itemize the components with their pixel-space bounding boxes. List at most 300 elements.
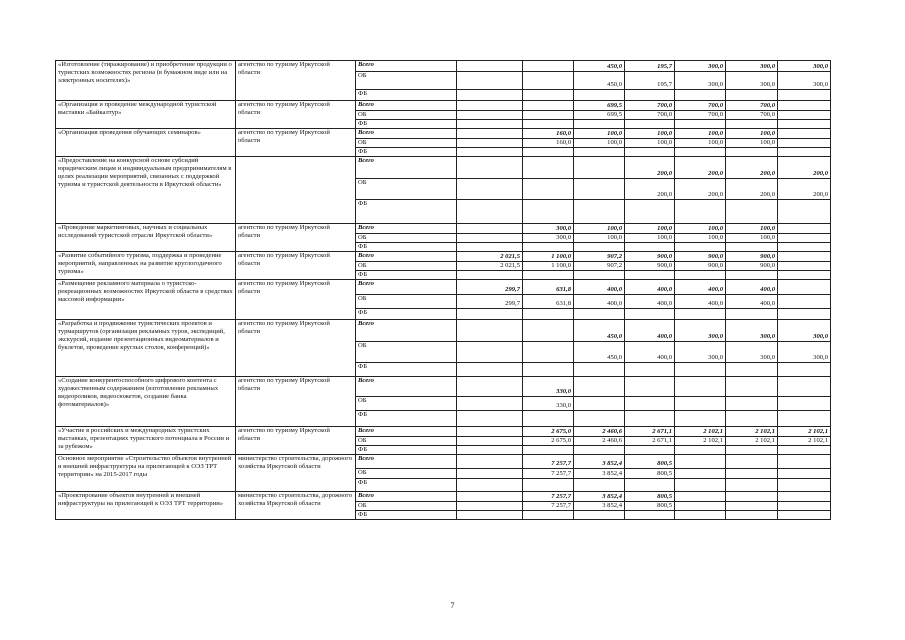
amount-cell xyxy=(523,111,574,120)
amount-cell: 3 852,4 xyxy=(574,502,625,511)
table-row xyxy=(56,224,831,234)
amount-cell xyxy=(457,446,523,455)
activity-name: «Предоставление на конкурсной основе субсидий юридическим лицам и индивидуальным предпринимателям в целях реализации мероприятий, связанных с поддержкой туризма и туристской деятельности в Иркутской области» xyxy=(56,157,236,224)
executor-name: агентство по туризму Иркутской области xyxy=(236,101,356,129)
funding-source-federal-budget: ФБ xyxy=(356,90,457,101)
funding-source-federal-budget: ФБ xyxy=(356,148,457,157)
amount-cell: 200,0 xyxy=(625,157,675,179)
funding-source-regional-budget: ОБ xyxy=(356,502,457,511)
amount-cell: 400,0 xyxy=(625,342,675,363)
amount-cell xyxy=(778,139,831,148)
table-row xyxy=(56,129,831,139)
amount-cell: 2 460,6 xyxy=(574,437,625,446)
funding-source-total: Всего xyxy=(356,224,457,234)
amount-cell xyxy=(675,455,726,469)
funding-source-total: Всего xyxy=(356,427,457,437)
amount-cell: 450,0 xyxy=(574,342,625,363)
amount-cell: 300,0 xyxy=(778,61,831,72)
amount-cell: 100,0 xyxy=(574,224,625,234)
amount-cell xyxy=(778,502,831,511)
executor-name: агентство по туризму Иркутской области xyxy=(236,224,356,252)
amount-cell xyxy=(726,309,778,320)
amount-cell: 100,0 xyxy=(625,139,675,148)
amount-cell: 450,0 xyxy=(574,320,625,342)
amount-cell: 160,0 xyxy=(523,129,574,139)
amount-cell: 200,0 xyxy=(726,179,778,200)
amount-cell: 700,0 xyxy=(726,111,778,120)
amount-cell: 2 671,1 xyxy=(625,437,675,446)
funding-source-regional-budget: ОБ xyxy=(356,72,457,90)
amount-cell: 2 102,1 xyxy=(675,427,726,437)
amount-cell xyxy=(675,309,726,320)
amount-cell xyxy=(675,243,726,252)
funding-source-regional-budget: ОБ xyxy=(356,295,457,309)
amount-cell: 100,0 xyxy=(726,224,778,234)
amount-cell xyxy=(523,179,574,200)
amount-cell xyxy=(523,363,574,377)
amount-cell: 699,5 xyxy=(574,101,625,111)
amount-cell: 907,2 xyxy=(574,262,625,271)
amount-cell: 2 671,1 xyxy=(625,427,675,437)
amount-cell: 2 102,1 xyxy=(778,427,831,437)
funding-source-total: Всего xyxy=(356,252,457,262)
amount-cell xyxy=(523,271,574,280)
amount-cell: 900,0 xyxy=(726,252,778,262)
funding-source-federal-budget: ФБ xyxy=(356,120,457,129)
amount-cell xyxy=(457,200,523,224)
amount-cell: 2 021,5 xyxy=(457,262,523,271)
amount-cell: 195,7 xyxy=(625,61,675,72)
amount-cell xyxy=(625,200,675,224)
amount-cell: 700,0 xyxy=(625,101,675,111)
activity-name: «Организация и проведение международной туристской выставки «Байкалтур» xyxy=(56,101,236,129)
amount-cell xyxy=(675,479,726,492)
amount-cell: 900,0 xyxy=(625,262,675,271)
amount-cell xyxy=(457,492,523,502)
amount-cell: 700,0 xyxy=(675,111,726,120)
funding-source-federal-budget: ФБ xyxy=(356,363,457,377)
activity-name: «Изготовление (тиражирование) и приобретение продукции о туристских возможностях региона (в бумажном виде или на электронных носителях)» xyxy=(56,61,236,101)
amount-cell xyxy=(778,262,831,271)
amount-cell xyxy=(523,61,574,72)
amount-cell: 631,8 xyxy=(523,295,574,309)
amount-cell xyxy=(457,179,523,200)
amount-cell xyxy=(778,243,831,252)
amount-cell: 330,0 xyxy=(523,397,574,411)
activity-name: «Создание конкурентоспособного цифрового контента с художественным содержанием (изготовление рекламных видеороликов, видеосюжетов, создание банка фотоматериалов)» xyxy=(56,377,236,427)
amount-cell xyxy=(457,363,523,377)
amount-cell xyxy=(457,139,523,148)
amount-cell xyxy=(625,446,675,455)
amount-cell xyxy=(457,243,523,252)
amount-cell: 200,0 xyxy=(778,157,831,179)
amount-cell xyxy=(457,427,523,437)
amount-cell: 200,0 xyxy=(778,179,831,200)
amount-cell xyxy=(726,397,778,411)
amount-cell: 3 852,4 xyxy=(574,492,625,502)
amount-cell: 800,5 xyxy=(625,492,675,502)
amount-cell xyxy=(574,479,625,492)
amount-cell: 100,0 xyxy=(726,129,778,139)
amount-cell xyxy=(574,200,625,224)
amount-cell xyxy=(778,129,831,139)
amount-cell xyxy=(523,511,574,520)
funding-source-regional-budget: ОБ xyxy=(356,111,457,120)
amount-cell xyxy=(778,446,831,455)
amount-cell: 800,5 xyxy=(625,455,675,469)
amount-cell xyxy=(457,377,523,397)
amount-cell: 2 102,1 xyxy=(675,437,726,446)
amount-cell xyxy=(726,469,778,479)
amount-cell xyxy=(523,479,574,492)
amount-cell: 100,0 xyxy=(625,129,675,139)
funding-source-total: Всего xyxy=(356,492,457,502)
executor-name: агентство по туризму Иркутской области xyxy=(236,129,356,157)
amount-cell xyxy=(457,397,523,411)
amount-cell: 100,0 xyxy=(675,129,726,139)
amount-cell xyxy=(457,271,523,280)
amount-cell: 300,0 xyxy=(675,72,726,90)
amount-cell xyxy=(778,397,831,411)
amount-cell xyxy=(778,411,831,427)
amount-cell: 400,0 xyxy=(625,280,675,295)
funding-source-regional-budget: ОБ xyxy=(356,179,457,200)
amount-cell xyxy=(523,309,574,320)
amount-cell xyxy=(457,224,523,234)
amount-cell xyxy=(778,280,831,295)
amount-cell xyxy=(574,377,625,397)
activity-name: «Проектирование объектов внутренней и внешней инфраструктуры на прилегающей к ОЭЗ ТРТ территории» xyxy=(56,492,236,520)
amount-cell xyxy=(457,309,523,320)
amount-cell xyxy=(726,271,778,280)
executor-name: министерство строительства, дорожного хозяйства Иркутской области xyxy=(236,455,356,492)
amount-cell xyxy=(726,511,778,520)
amount-cell: 299,7 xyxy=(457,295,523,309)
amount-cell xyxy=(625,377,675,397)
funding-source-federal-budget: ФБ xyxy=(356,411,457,427)
amount-cell xyxy=(778,200,831,224)
amount-cell: 300,0 xyxy=(726,342,778,363)
amount-cell xyxy=(625,363,675,377)
amount-cell xyxy=(523,200,574,224)
amount-cell: 200,0 xyxy=(675,179,726,200)
amount-cell: 300,0 xyxy=(726,72,778,90)
activity-name: «Проведение маркетинговых, научных и социальных исследований туристской отрасли Иркутской области» xyxy=(56,224,236,252)
amount-cell xyxy=(457,320,523,342)
funding-source-federal-budget: ФБ xyxy=(356,200,457,224)
amount-cell: 200,0 xyxy=(675,157,726,179)
amount-cell xyxy=(523,243,574,252)
executor-name: агентство по туризму Иркутской области xyxy=(236,320,356,377)
amount-cell xyxy=(675,502,726,511)
amount-cell: 800,5 xyxy=(625,502,675,511)
amount-cell: 300,0 xyxy=(523,224,574,234)
amount-cell xyxy=(523,72,574,90)
amount-cell: 699,5 xyxy=(574,111,625,120)
amount-cell xyxy=(625,479,675,492)
amount-cell: 450,0 xyxy=(574,61,625,72)
amount-cell xyxy=(778,377,831,397)
amount-cell xyxy=(457,342,523,363)
funding-source-total: Всего xyxy=(356,101,457,111)
amount-cell xyxy=(574,397,625,411)
table-row xyxy=(56,427,831,437)
amount-cell xyxy=(778,295,831,309)
funding-source-federal-budget: ФБ xyxy=(356,446,457,455)
amount-cell: 450,0 xyxy=(574,72,625,90)
amount-cell xyxy=(778,148,831,157)
amount-cell: 2 102,1 xyxy=(726,427,778,437)
amount-cell xyxy=(726,148,778,157)
amount-cell xyxy=(574,271,625,280)
amount-cell xyxy=(457,502,523,511)
page-number: 7 xyxy=(450,601,455,610)
executor-name: агентство по туризму Иркутской области xyxy=(236,280,356,320)
amount-cell xyxy=(574,309,625,320)
amount-cell xyxy=(523,342,574,363)
amount-cell xyxy=(574,243,625,252)
table-row xyxy=(56,455,831,469)
amount-cell xyxy=(778,492,831,502)
executor-name: агентство по туризму Иркутской области xyxy=(236,61,356,101)
amount-cell xyxy=(726,363,778,377)
amount-cell: 7 257,7 xyxy=(523,455,574,469)
amount-cell xyxy=(675,120,726,129)
activity-name: «Организация проведения обучающих семинаров» xyxy=(56,129,236,157)
amount-cell xyxy=(778,224,831,234)
amount-cell xyxy=(675,271,726,280)
amount-cell: 1 100,0 xyxy=(523,262,574,271)
amount-cell: 631,8 xyxy=(523,280,574,295)
amount-cell xyxy=(574,120,625,129)
table-row xyxy=(56,61,831,72)
amount-cell xyxy=(457,437,523,446)
amount-cell xyxy=(574,446,625,455)
amount-cell xyxy=(457,455,523,469)
amount-cell xyxy=(457,90,523,101)
amount-cell xyxy=(457,234,523,243)
activity-name: «Разработка и продвижение туристических проектов и турмаршрутов (организация рекламных туров, экспедиций, экскурсий, издание презентационных видеоматериалов и буклетов, проведение круглых столов, конференций)» xyxy=(56,320,236,377)
amount-cell: 700,0 xyxy=(675,101,726,111)
amount-cell xyxy=(523,90,574,101)
amount-cell xyxy=(457,101,523,111)
amount-cell xyxy=(625,397,675,411)
amount-cell: 2 460,6 xyxy=(574,427,625,437)
amount-cell xyxy=(726,479,778,492)
budget-table xyxy=(55,60,831,520)
amount-cell: 299,7 xyxy=(457,280,523,295)
funding-source-regional-budget: ОБ xyxy=(356,437,457,446)
amount-cell xyxy=(574,179,625,200)
amount-cell: 400,0 xyxy=(625,320,675,342)
funding-source-total: Всего xyxy=(356,61,457,72)
amount-cell xyxy=(457,72,523,90)
amount-cell xyxy=(778,363,831,377)
amount-cell: 300,0 xyxy=(523,234,574,243)
amount-cell xyxy=(457,120,523,129)
amount-cell xyxy=(778,101,831,111)
amount-cell: 100,0 xyxy=(574,234,625,243)
amount-cell xyxy=(726,502,778,511)
amount-cell xyxy=(457,479,523,492)
funding-source-total: Всего xyxy=(356,377,457,397)
amount-cell xyxy=(457,148,523,157)
amount-cell: 100,0 xyxy=(675,139,726,148)
amount-cell xyxy=(778,90,831,101)
amount-cell xyxy=(523,148,574,157)
amount-cell xyxy=(675,363,726,377)
amount-cell: 3 852,4 xyxy=(574,455,625,469)
amount-cell: 400,0 xyxy=(726,295,778,309)
funding-source-federal-budget: ФБ xyxy=(356,243,457,252)
funding-source-total: Всего xyxy=(356,280,457,295)
amount-cell: 400,0 xyxy=(574,295,625,309)
amount-cell: 300,0 xyxy=(675,61,726,72)
amount-cell xyxy=(726,411,778,427)
amount-cell: 400,0 xyxy=(625,295,675,309)
amount-cell: 900,0 xyxy=(625,252,675,262)
amount-cell: 100,0 xyxy=(625,234,675,243)
amount-cell: 900,0 xyxy=(726,262,778,271)
amount-cell xyxy=(625,120,675,129)
amount-cell: 200,0 xyxy=(726,157,778,179)
amount-cell xyxy=(675,200,726,224)
amount-cell xyxy=(675,492,726,502)
funding-source-regional-budget: ОБ xyxy=(356,342,457,363)
amount-cell xyxy=(726,200,778,224)
amount-cell: 100,0 xyxy=(726,139,778,148)
amount-cell: 7 257,7 xyxy=(523,492,574,502)
amount-cell xyxy=(625,148,675,157)
amount-cell: 900,0 xyxy=(675,262,726,271)
amount-cell: 2 675,0 xyxy=(523,427,574,437)
amount-cell: 160,0 xyxy=(523,139,574,148)
amount-cell xyxy=(625,90,675,101)
amount-cell xyxy=(778,309,831,320)
amount-cell xyxy=(675,397,726,411)
amount-cell xyxy=(778,120,831,129)
amount-cell: 200,0 xyxy=(625,179,675,200)
amount-cell: 100,0 xyxy=(675,224,726,234)
funding-source-total: Всего xyxy=(356,320,457,342)
amount-cell: 7 257,7 xyxy=(523,502,574,511)
table-row xyxy=(56,492,831,502)
funding-source-regional-budget: ОБ xyxy=(356,397,457,411)
amount-cell: 1 100,0 xyxy=(523,252,574,262)
table-row xyxy=(56,252,831,262)
amount-cell: 100,0 xyxy=(726,234,778,243)
amount-cell xyxy=(574,411,625,427)
amount-cell: 100,0 xyxy=(574,139,625,148)
table-row xyxy=(56,157,831,179)
amount-cell xyxy=(523,320,574,342)
activity-name: Основное мероприятие «Строительство объектов внутренней и внешней инфраструктуры на прилегающей к ОЭЗ ТРТ территории» на 2015-2017 годы xyxy=(56,455,236,492)
amount-cell xyxy=(574,363,625,377)
amount-cell xyxy=(675,446,726,455)
funding-source-regional-budget: ОБ xyxy=(356,469,457,479)
funding-source-total: Всего xyxy=(356,157,457,179)
funding-source-federal-budget: ФБ xyxy=(356,479,457,492)
amount-cell: 2 021,5 xyxy=(457,252,523,262)
amount-cell: 300,0 xyxy=(675,320,726,342)
amount-cell xyxy=(675,90,726,101)
amount-cell: 300,0 xyxy=(778,342,831,363)
amount-cell xyxy=(778,271,831,280)
amount-cell: 800,5 xyxy=(625,469,675,479)
amount-cell xyxy=(675,411,726,427)
amount-cell: 300,0 xyxy=(726,61,778,72)
executor-name xyxy=(236,157,356,224)
amount-cell xyxy=(625,271,675,280)
amount-cell xyxy=(523,101,574,111)
amount-cell xyxy=(778,111,831,120)
amount-cell xyxy=(574,90,625,101)
amount-cell: 700,0 xyxy=(625,111,675,120)
amount-cell xyxy=(523,411,574,427)
amount-cell: 100,0 xyxy=(625,224,675,234)
amount-cell xyxy=(778,252,831,262)
amount-cell xyxy=(726,90,778,101)
funding-source-regional-budget: ОБ xyxy=(356,262,457,271)
amount-cell xyxy=(457,61,523,72)
amount-cell: 2 102,1 xyxy=(778,437,831,446)
amount-cell xyxy=(778,455,831,469)
amount-cell xyxy=(778,511,831,520)
funding-source-total: Всего xyxy=(356,455,457,469)
funding-source-federal-budget: ФБ xyxy=(356,309,457,320)
amount-cell xyxy=(625,243,675,252)
amount-cell xyxy=(625,511,675,520)
amount-cell: 400,0 xyxy=(675,280,726,295)
amount-cell xyxy=(523,157,574,179)
table-row xyxy=(56,377,831,397)
funding-source-total: Всего xyxy=(356,129,457,139)
amount-cell xyxy=(675,511,726,520)
funding-source-federal-budget: ФБ xyxy=(356,511,457,520)
amount-cell: 330,0 xyxy=(523,377,574,397)
amount-cell xyxy=(457,469,523,479)
amount-cell xyxy=(457,511,523,520)
amount-cell xyxy=(457,111,523,120)
amount-cell xyxy=(523,120,574,129)
funding-source-federal-budget: ФБ xyxy=(356,271,457,280)
amount-cell xyxy=(726,446,778,455)
amount-cell xyxy=(726,492,778,502)
amount-cell xyxy=(726,243,778,252)
table-row xyxy=(56,280,831,295)
amount-cell xyxy=(726,120,778,129)
activity-name: «Участие в российских и международных туристских выставках, презентациях туристского потенциала в России и за рубежом» xyxy=(56,427,236,455)
amount-cell: 400,0 xyxy=(675,295,726,309)
table-row xyxy=(56,101,831,111)
funding-source-regional-budget: ОБ xyxy=(356,139,457,148)
amount-cell xyxy=(778,234,831,243)
amount-cell xyxy=(675,148,726,157)
amount-cell xyxy=(675,377,726,397)
amount-cell xyxy=(457,129,523,139)
amount-cell: 300,0 xyxy=(726,320,778,342)
amount-cell xyxy=(625,411,675,427)
amount-cell: 195,7 xyxy=(625,72,675,90)
amount-cell: 700,0 xyxy=(726,101,778,111)
executor-name: агентство по туризму Иркутской области xyxy=(236,252,356,280)
amount-cell xyxy=(457,157,523,179)
amount-cell xyxy=(574,157,625,179)
amount-cell xyxy=(778,479,831,492)
amount-cell xyxy=(675,469,726,479)
amount-cell xyxy=(457,411,523,427)
amount-cell: 300,0 xyxy=(675,342,726,363)
